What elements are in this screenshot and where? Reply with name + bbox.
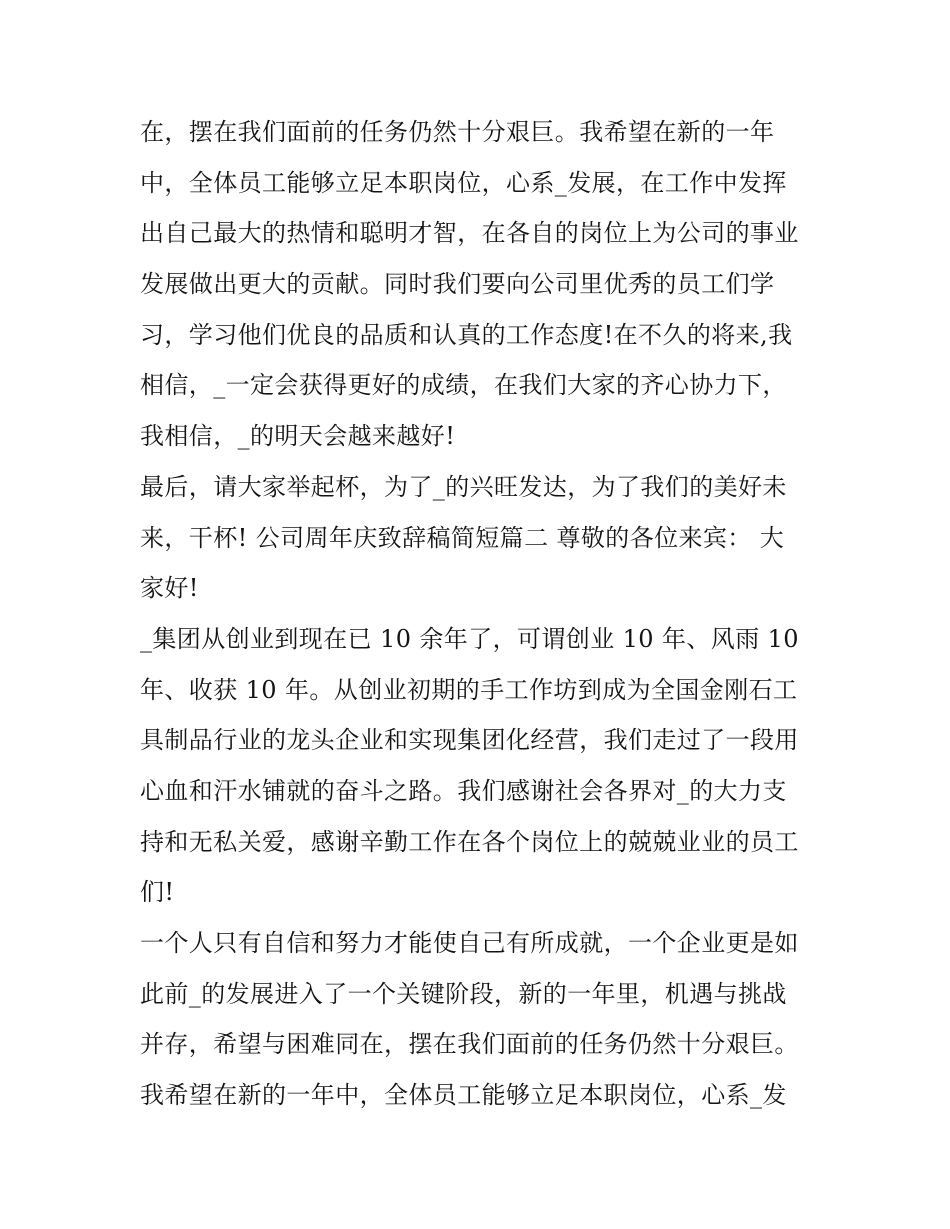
text-line: 我相信，_的明天会越来越好! xyxy=(140,422,456,451)
text-line: 出自己最大的热情和聪明才智，在各自的岗位上为公司的事业 xyxy=(140,219,799,248)
text-line: 我希望在新的一年中，全体员工能够立足本职岗位，心系_发 xyxy=(140,1081,787,1110)
text-line: 家好! xyxy=(140,574,199,603)
text-line: 们! xyxy=(140,878,175,907)
text-line: 持和无私关爱，感谢辛勤工作在各个岗位上的兢兢业业的员工 xyxy=(140,827,799,856)
text-line: 并存，希望与困难同在，摆在我们面前的任务仍然十分艰巨。 xyxy=(140,1030,799,1059)
text-line: 此前_的发展进入了一个关键阶段，新的一年里，机遇与挑战 xyxy=(140,979,787,1008)
text-line: 相信，_一定会获得更好的成绩，在我们大家的齐心协力下， xyxy=(140,371,787,400)
text-line: 心血和汗水铺就的奋斗之路。我们感谢社会各界对_的大力支 xyxy=(140,776,787,805)
text-line: 年、收获 10 年。从创业初期的手工作坊到成为全国金刚石工 xyxy=(140,675,798,704)
text-line: 最后，请大家举起杯，为了_的兴旺发达，为了我们的美好未 xyxy=(140,472,787,501)
text-line: 来，干杯! 公司周年庆致辞稿简短篇二 尊敬的各位来宾： 大 xyxy=(140,523,785,552)
text-line: 一个人只有自信和努力才能使自己有所成就，一个企业更是如 xyxy=(140,929,799,957)
text-line: 习，学习他们优良的品质和认真的工作态度!在不久的将来,我 xyxy=(140,320,793,349)
text-line: 发展做出更大的贡献。同时我们要向公司里优秀的员工们学 xyxy=(140,270,775,299)
text-line: _集团从创业到现在已 10 余年了，可谓创业 10 年、风雨 10 xyxy=(140,624,799,653)
text-line: 具制品行业的龙头企业和实现集团化经营，我们走过了一段用 xyxy=(140,726,799,755)
text-line: 在，摆在我们面前的任务仍然十分艰巨。我希望在新的一年 xyxy=(140,118,775,146)
document-body xyxy=(140,107,830,1121)
text-line: 中，全体员工能够立足本职岗位，心系_发展，在工作中发挥 xyxy=(140,168,787,197)
